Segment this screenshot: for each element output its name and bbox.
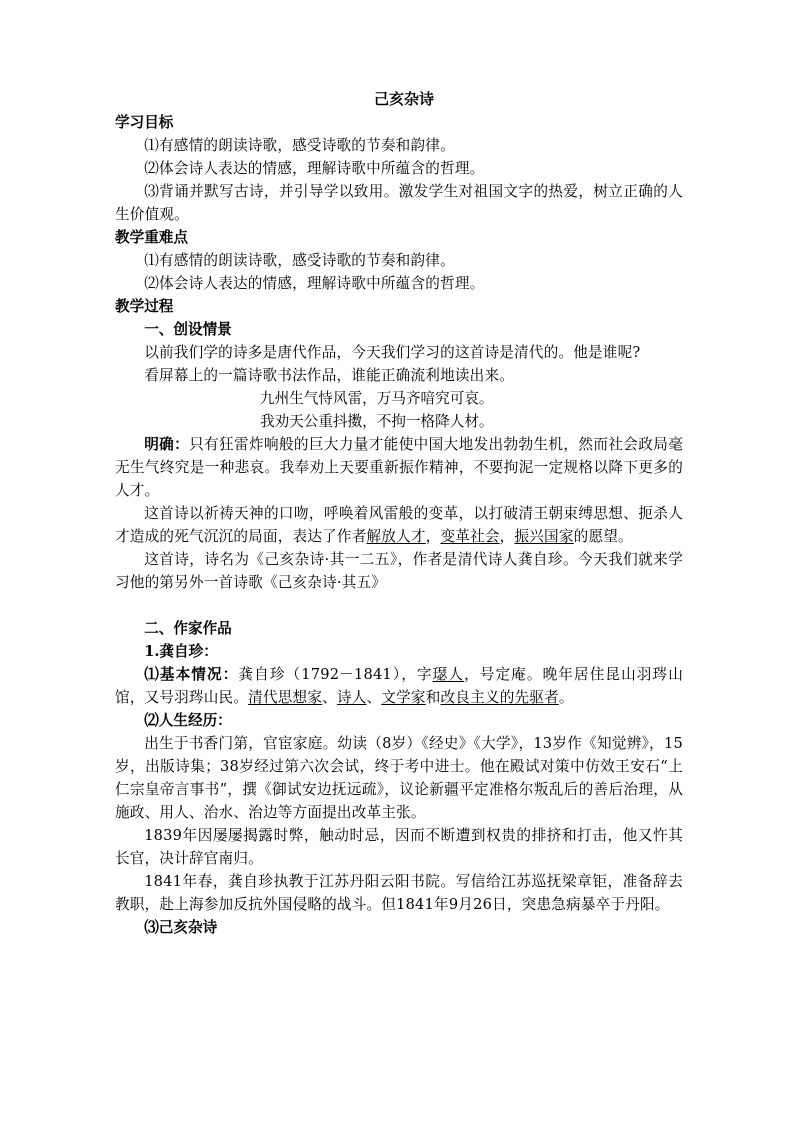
section1-prompt: 看屏幕上的一篇诗歌书法作品，谁能正确流利地读出来。 — [144, 367, 515, 384]
life-paragraph-3: 1841年春，龚自珍执教于江苏丹阳云阳书院。写信给江苏巡抚梁章钜，准备辞去教职，赴上海参加反抗外国侵略的战斗。但1841年9月26日，突患急病暴卒于丹阳。 — [115, 873, 683, 913]
author-heading: 1.龚自珍： — [144, 643, 218, 660]
summary-paragraph — [115, 502, 683, 548]
clarify-text: 只有狂雷炸响般的巨大力量才能使中国大地发出勃勃生机，然而社会政局毫无生气终究是一种悲哀。我奉劝上天要重新振作精神，不要拘泥一定规格以降下更多的人才。 — [115, 436, 683, 499]
clarify-label: 明确： — [144, 436, 190, 453]
life-paragraph-2: 1839年因屡屡揭露时弊，触动时忌，因而不断遭到权贵的排挤和打击，他又忤其长官，决计辞官南归。 — [115, 827, 683, 867]
summary-underline-3: 振兴国家 — [514, 528, 574, 545]
basic-info-label: ⑴基本情况： — [144, 666, 239, 683]
summary-underline-1: 解放人才 — [366, 528, 426, 545]
basic-text-b: ，号定庵。晚年居住昆山羽琌山馆，又号羽琌山民。 — [115, 666, 684, 706]
blank-line — [115, 594, 683, 617]
goal-item-1: ⑴有感情的朗读诗歌，感受诗歌的节奏和韵律。 — [144, 137, 455, 154]
basic-underline-3: 诗人 — [336, 689, 367, 706]
basic-underline-2: 清代思想家 — [248, 689, 323, 706]
summary-text-b: 的愿望。 — [573, 528, 633, 545]
goal-item-3: ⑶背诵并默写古诗，并引导学以致用。激发学生对祖国文字的热爱，树立正确的人生价值观。 — [115, 183, 683, 223]
keypoint-item-2: ⑵体会诗人表达的情感，理解诗歌中所蕴含的哲理。 — [144, 275, 485, 292]
section1-heading: 一、创设情景 — [144, 321, 232, 338]
keypoint-item-1: ⑴有感情的朗读诗歌，感受诗歌的节奏和韵律。 — [144, 252, 455, 269]
summary-text-a: 这首诗以祈祷天神的口吻，呼唤着风雷般的变革，以打破清王朝束缚思想、扼杀人才造成的死气沉沉的局面，表达了作者 — [115, 505, 683, 545]
summary-sep-2: ， — [499, 528, 515, 545]
basic-underline-5: 改良主义的先驱者 — [440, 689, 559, 706]
summary-sep-1: ， — [425, 528, 441, 545]
document-page — [115, 88, 683, 939]
basic-sep-3: 和 — [425, 689, 441, 706]
basic-sep-2: 、 — [366, 689, 382, 706]
basic-text-a: 龚自珍（1792－1841），字 — [238, 666, 433, 683]
keypoints-heading: 教学重难点 — [115, 229, 188, 246]
clarify-paragraph — [115, 433, 683, 502]
basic-info-paragraph — [115, 663, 683, 709]
basic-underline-4: 文学家 — [381, 689, 426, 706]
poem-line-1: 九州生气恃风雷，万马齐喑究可哀。 — [260, 390, 494, 407]
basic-sep-1: 、 — [322, 689, 337, 706]
life-paragraph-1: 出生于书香门第，官宦家庭。幼读（8岁）《经史》《大学》，13岁作《知觉辨》，15岁，出版诗集；38岁经过第六次会试，终于考中进士。他在殿试对策中仿效王安石“上仁宗皇帝言事书”，撰《御试安边抚远疏》，议论新疆平定准格尔叛乱后的善后治理，从施政、用人、治水、治边等方面提出改革主张。 — [115, 735, 683, 821]
poem-line-2: 我劝天公重抖擞，不拘一格降人材。 — [260, 413, 494, 430]
section1-intro: 以前我们学的诗多是唐代作品，今天我们学习的这首诗是清代的。他是谁呢? — [144, 344, 641, 361]
section2-heading: 二、作家作品 — [144, 620, 232, 637]
basic-end: 。 — [558, 689, 574, 706]
document-title: 己亥杂诗 — [373, 90, 434, 108]
summary-underline-2: 变革社会 — [440, 528, 500, 545]
section1-next: 这首诗，诗名为《己亥杂诗·其一二五》，作者是清代诗人龚自珍。今天我们就来学习他的第另外一首诗歌《己亥杂诗·其五》 — [115, 551, 683, 591]
basic-underline-1: 璱人 — [432, 666, 465, 683]
goals-heading: 学习目标 — [115, 114, 174, 131]
poem-section-heading: ⑶己亥杂诗 — [144, 919, 218, 936]
life-heading: ⑵人生经历： — [144, 712, 232, 729]
process-heading: 教学过程 — [115, 298, 174, 315]
goal-item-2: ⑵体会诗人表达的情感，理解诗歌中所蕴含的哲理。 — [144, 160, 485, 177]
